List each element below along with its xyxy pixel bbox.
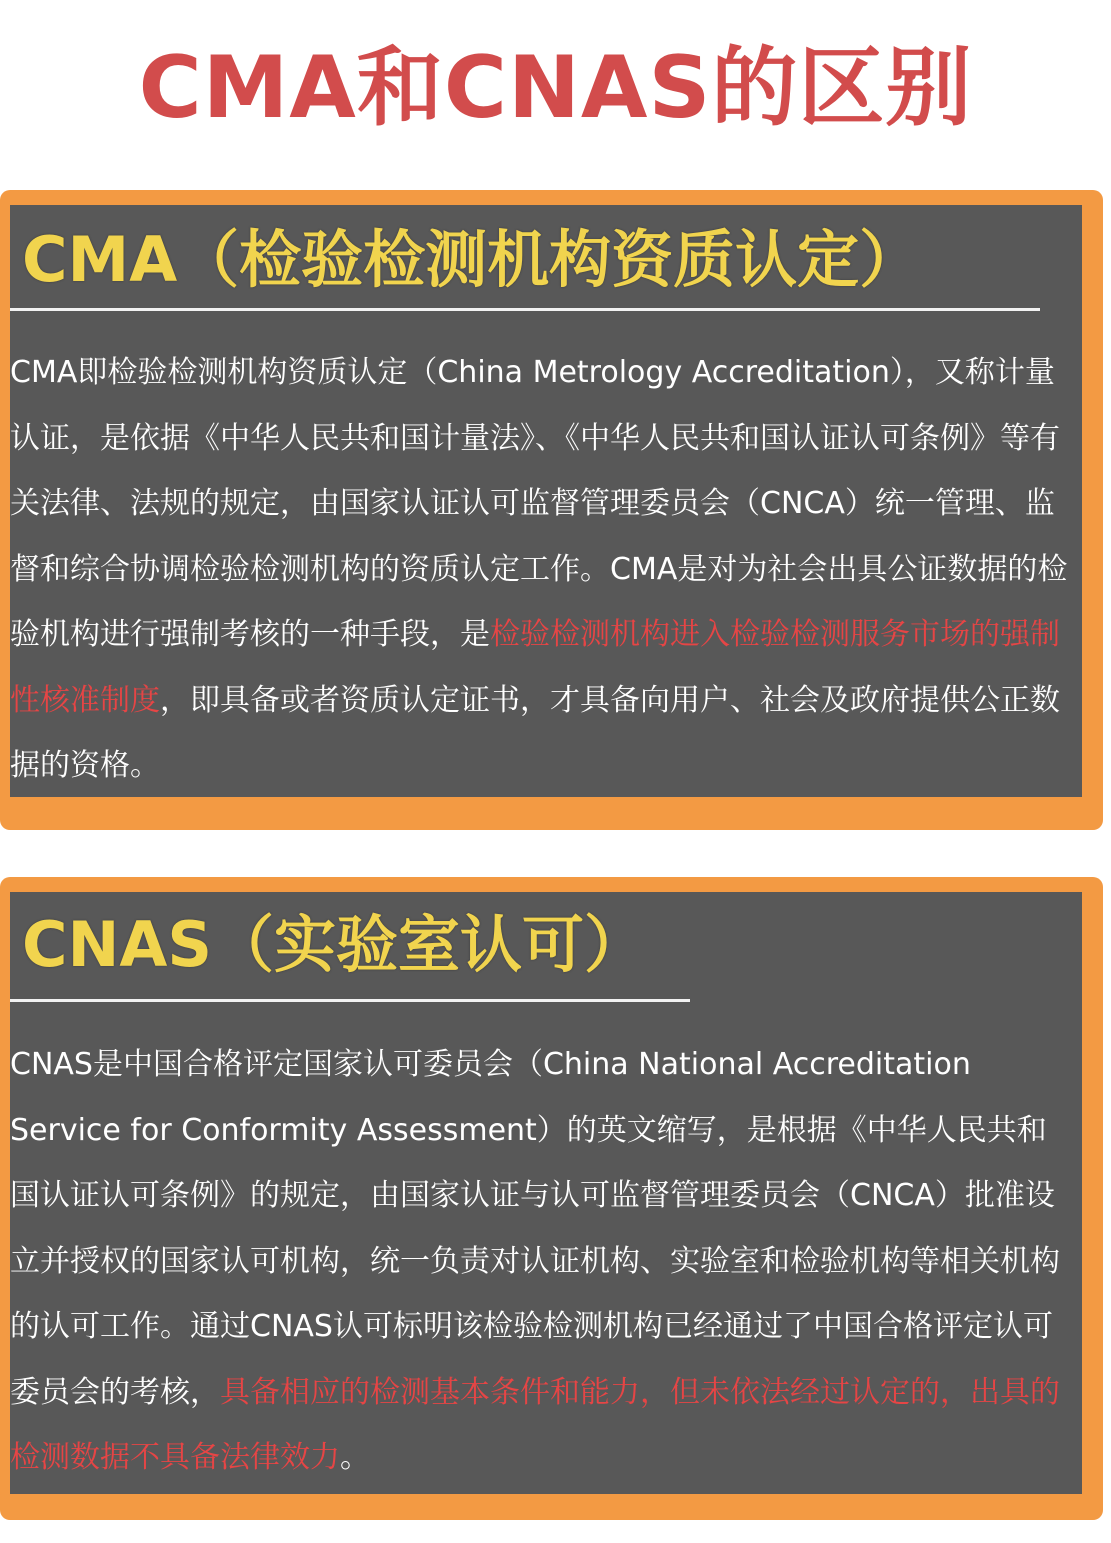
cnas-card (0, 877, 1103, 1520)
page-title: CMA和CNAS的区别 (138, 38, 973, 138)
cnas-description (10, 1032, 1070, 1491)
cma-heading-divider (10, 308, 1040, 311)
cma-description-text-end: ，即具备或者资质认定证书，才具备向用户、社会及政府提供公正数据的资格。 (10, 682, 1060, 783)
cnas-description-highlight: 具备相应的检测基本条件和能力，但未依法经过认定的，出具的检测数据不具备法律效力 (10, 1374, 1060, 1475)
cnas-heading: CNAS（实验室认可） (22, 908, 647, 981)
cnas-description-text-end: 。 (340, 1440, 370, 1475)
cma-heading: CMA（检验检测机构资质认定） (22, 223, 922, 296)
cnas-description-text: CNAS是中国合格评定国家认可委员会（China National Accreditation Service for Conformity Assessment）的英文缩写，是根据《中华人民共和国认证认可条例》的规定，由国家认证与认可监督管理委员会（CNCA）批准设立并授权的国家认可机构，统一负责对认证机构、实验室和检验机构等相关机构的认可工作。通过CNAS认可标明该检验检测机构已经通过了中国合格评定认可委员会的考核， (10, 1047, 1060, 1410)
cma-description-highlight: 检验检测机构进入检验检测服务市场的强制性核准制度 (10, 617, 1060, 718)
cnas-heading-divider (10, 999, 690, 1002)
cma-description-text: CMA即检验检测机构资质认定（China Metrology Accreditation），又称计量认证，是依据《中华人民共和国计量法》、《中华人民共和国认证认可条例》等有关法律、法规的规定，由国家认证认可监督管理委员会（CNCA）统一管理、监督和综合协调检验检测机构的资质认定工作。CMA是对为社会出具公证数据的检验机构进行强制考核的一种手段，是 (10, 355, 1068, 652)
cma-card (0, 190, 1103, 830)
cma-description (10, 340, 1070, 799)
